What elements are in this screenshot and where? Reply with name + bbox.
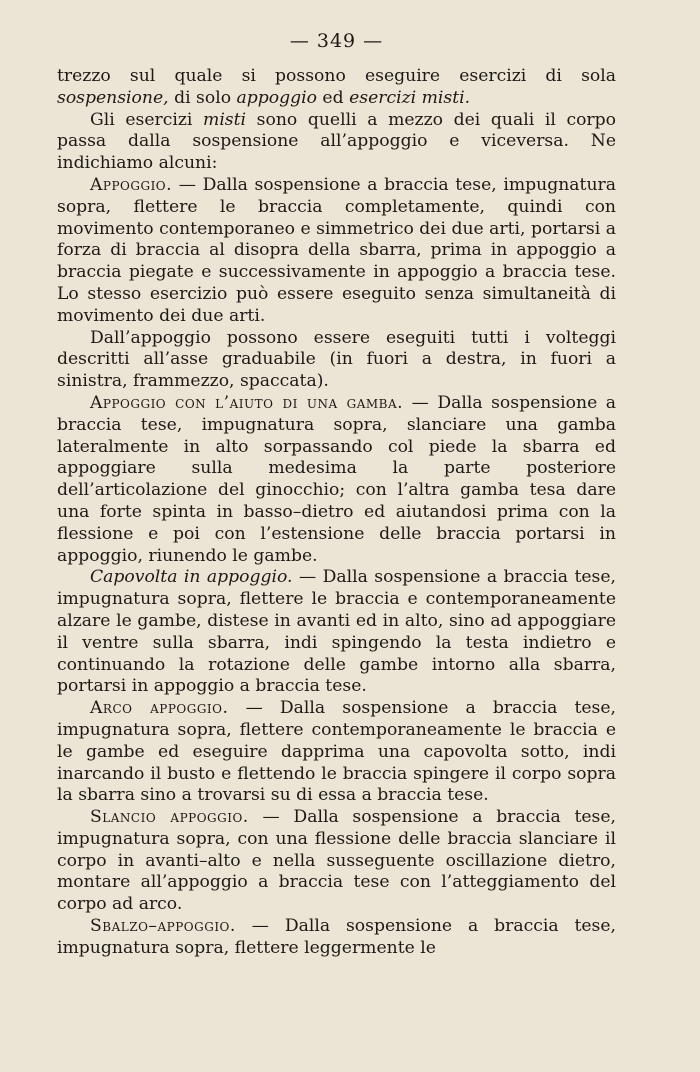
section-heading: Appoggio. bbox=[90, 174, 173, 195]
section-heading: Appoggio con l’aiuto di una gamba. bbox=[90, 392, 404, 413]
text-run: Gli esercizi bbox=[90, 109, 204, 130]
italic-text: esercizi misti. bbox=[349, 87, 471, 108]
paragraph bbox=[57, 393, 616, 567]
body-text bbox=[57, 66, 616, 960]
italic-text: misti bbox=[203, 109, 247, 130]
text-run: — Dalla sospensione a braccia tese, impugnatura sopra, flettere le braccia completamente, quindi con movimento contemporaneo e simmetrico dei due arti, portarsi a forza di braccia al disopra della sbarra, prima in appoggio a braccia piegate e successivamente in appoggio a braccia tese. Lo stesso esercizio può essere eseguito senza simultaneità di movimento dei due arti. bbox=[57, 174, 616, 326]
section-heading: Sbalzo–appoggio. bbox=[90, 916, 236, 937]
section-heading: Slancio appoggio. bbox=[90, 807, 249, 828]
paragraph bbox=[57, 175, 616, 328]
italic-text: appoggio bbox=[236, 87, 317, 108]
text-run: — Dalla sospensione a braccia tese, impugnatura sopra, flettere leggermente le bbox=[57, 916, 616, 958]
italic-text: sospensione, bbox=[57, 87, 169, 108]
text-run: trezzo sul quale si possono eseguire esercizi di sola bbox=[57, 66, 616, 86]
paragraph bbox=[57, 567, 616, 698]
paragraph bbox=[57, 698, 616, 807]
text-run: — Dalla sospensione a braccia tese, impugnatura sopra, flettere le braccia e contemporaneamente alzare le gambe, distese in avanti ed in alto, sino ad appoggiare il ventre sulla sbarra, indi spingendo la testa indietro e continuando la rotazione delle gambe intorno alla sbarra, portarsi in appoggio a braccia tese. bbox=[57, 567, 616, 697]
paragraph bbox=[57, 110, 616, 175]
text-run: — Dalla sospensione a braccia tese, impugnatura sopra, con una flessione delle braccia slanciare il corpo in avanti–alto e nella susseguente oscillazione dietro, montare all’appoggio a braccia tese con l’atteggiamento del corpo ad arco. bbox=[57, 807, 617, 915]
text-run: — Dalla sospensione a braccia tese, impugnatura sopra, slanciare una gamba lateralmente in alto sorpassando col piede la sbarra ed appoggiare sulla medesima la parte posteriore dell’articolazione del ginocchio; con l’altra gamba tesa dare una forte spinta in basso–dietro ed aiutandosi prima con la flessione e poi con l’estensione delle braccia portarsi in appoggio, riunendo le gambe. bbox=[57, 392, 616, 566]
text-run: di solo bbox=[168, 87, 237, 108]
text-run: Dall’appoggio possono essere eseguiti tutti i volteggi descritti all’asse graduabile (in fuori a destra, in fuori a sinistra, frammezzo, spaccata). bbox=[57, 327, 616, 392]
text-run: — Dalla sospensione a braccia tese, impugnatura sopra, flettere contemporaneamente le braccia e le gambe ed eseguire dapprima una capovolta sotto, indi inarcando il busto e flettendo le braccia spingere il corpo sopra la sbarra sino a trovarsi su di essa a braccia tese. bbox=[57, 698, 616, 806]
paragraph bbox=[57, 916, 616, 960]
paragraph bbox=[57, 807, 616, 916]
section-heading: Arco appoggio. bbox=[90, 698, 229, 719]
paragraph bbox=[57, 328, 616, 393]
italic-text: Capovolta in appoggio. bbox=[90, 567, 293, 588]
page-number: — 349 — bbox=[289, 30, 384, 52]
paragraph bbox=[57, 66, 616, 110]
text-run: sono quelli a mezzo dei quali il corpo passa dalla sospensione all’appoggio e viceversa. Ne indichiamo alcuni: bbox=[57, 109, 616, 174]
text-run: ed bbox=[316, 87, 350, 108]
